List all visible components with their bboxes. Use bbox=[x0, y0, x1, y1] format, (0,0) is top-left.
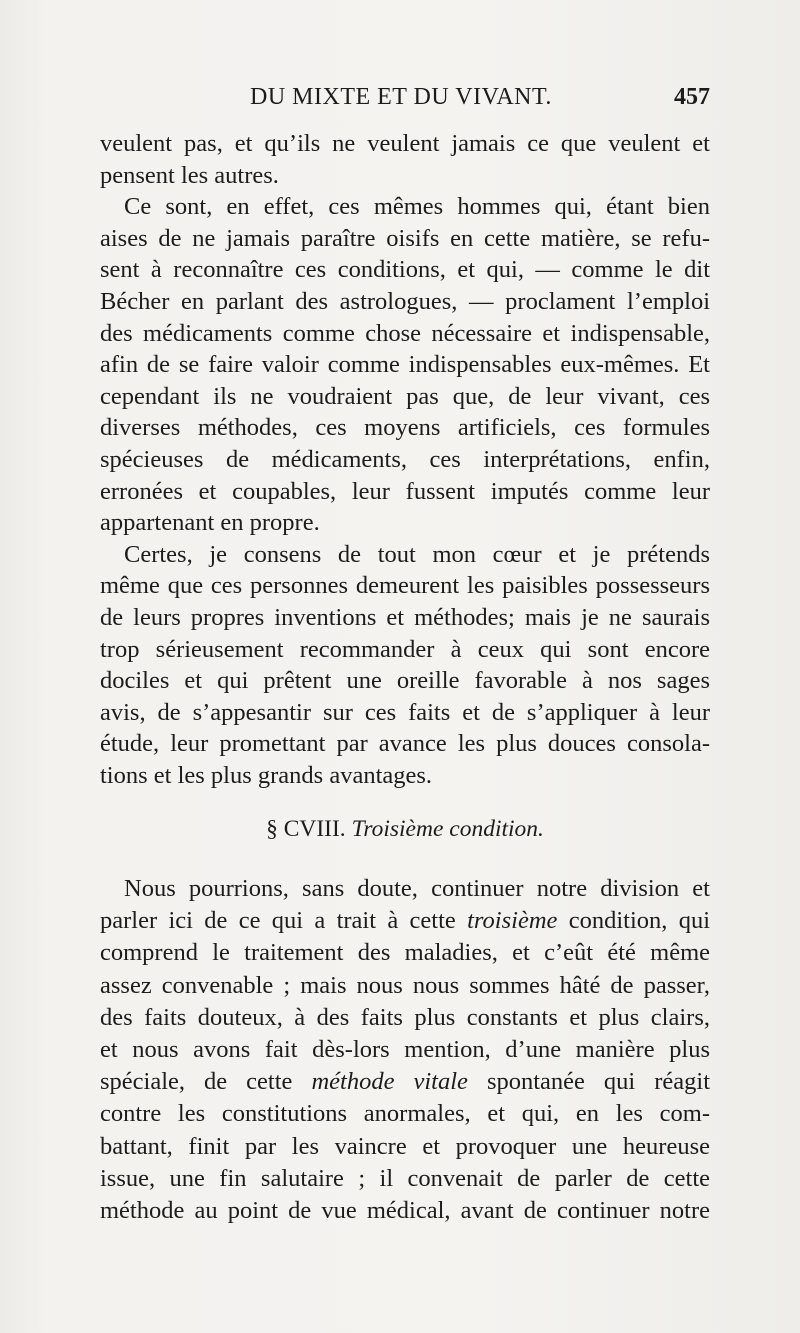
text-line: veulent pas, et qu’ils ne veulent jamais ce que veulent et bbox=[100, 130, 710, 157]
text-line: battant, finit par les vaincre et provoquer une heureuse bbox=[100, 1132, 710, 1160]
running-title: DU MIXTE ET DU VIVANT. bbox=[250, 84, 552, 110]
italic-term: troisième bbox=[467, 907, 558, 935]
text-line: appartenant en propre. bbox=[100, 509, 320, 537]
text-line: spécieuses de médicaments, ces interprétations, enfin, bbox=[100, 445, 710, 473]
text-line: des médicaments comme chose nécessaire et indispensable, bbox=[100, 319, 710, 347]
text-line: cependant ils ne voudraient pas que, de leur vivant, ces bbox=[100, 382, 710, 410]
text-line: Certes, je consens de tout mon cœur et je prétends bbox=[124, 540, 710, 568]
text-line: tions et les plus grands avantages. bbox=[100, 761, 433, 789]
text-line bbox=[100, 905, 710, 937]
text-fragment: condition, qui bbox=[568, 907, 711, 935]
text-line: dociles et qui prêtent une oreille favorable à nos sages bbox=[100, 667, 710, 695]
text-line: issue, une fin salutaire ; il convenait de parler de cette bbox=[100, 1164, 710, 1192]
body-text-top bbox=[100, 128, 710, 862]
text-line: Nous pourrions, sans doute, continuer notre division et bbox=[124, 875, 710, 902]
page-header bbox=[100, 84, 710, 120]
text-line: Bécher en parlant des astrologues, — proclament l’emploi bbox=[100, 287, 710, 315]
text-line: contre les constitutions anormales, et qui, en les com- bbox=[100, 1100, 710, 1128]
text-line: avis, de s’appesantir sur ces faits et de s’appliquer à leur bbox=[100, 698, 710, 726]
text-line: comprend le traitement des maladies, et c’eût été même bbox=[100, 939, 710, 967]
section-title: Troisième condition. bbox=[351, 816, 544, 843]
text-line: Ce sont, en effet, ces mêmes hommes qui, étant bien bbox=[124, 193, 710, 221]
text-line: erronées et coupables, leur fussent imputés comme leur bbox=[100, 477, 710, 505]
paragraph-3 bbox=[100, 539, 710, 792]
text-line: même que ces personnes demeurent les paisibles possesseurs bbox=[100, 572, 710, 600]
text-fragment: parler ici de ce qui a trait à cette bbox=[100, 907, 456, 935]
page-number: 457 bbox=[674, 84, 710, 110]
body-text-bottom bbox=[100, 873, 710, 1227]
section-number: § CVIII. bbox=[266, 816, 346, 843]
paragraph-1 bbox=[100, 128, 710, 191]
text-fragment: spéciale, de cette bbox=[100, 1068, 293, 1096]
text-line: étude, leur promettant par avance les plus douces consola- bbox=[100, 730, 710, 758]
text-line bbox=[100, 1066, 710, 1098]
italic-term: méthode vitale bbox=[311, 1068, 468, 1096]
text-line: méthode au point de vue médical, avant de continuer notre bbox=[100, 1196, 710, 1224]
section-heading bbox=[100, 814, 710, 845]
text-line: des faits douteux, à des faits plus constants et plus clairs, bbox=[100, 1003, 710, 1031]
text-line: aises de ne jamais paraître oisifs en cette matière, se refu- bbox=[100, 224, 710, 252]
text-line: afin de se faire valoir comme indispensables eux-mêmes. Et bbox=[100, 351, 710, 379]
text-fragment: spontanée qui réagit bbox=[486, 1068, 711, 1096]
text-line: pensent les autres. bbox=[100, 161, 279, 189]
text-line: de leurs propres inventions et méthodes; mais je ne saurais bbox=[100, 603, 710, 631]
text-line: et nous avons fait dès-lors mention, d’une manière plus bbox=[100, 1035, 710, 1063]
text-line: trop sérieusement recommander à ceux qui sont encore bbox=[100, 635, 710, 663]
paragraph-2 bbox=[100, 191, 710, 539]
text-line: diverses méthodes, ces moyens artificiels, ces formules bbox=[100, 414, 710, 442]
text-line: assez convenable ; mais nous nous sommes hâté de passer, bbox=[100, 971, 710, 999]
text-line: sent à reconnaître ces conditions, et qui, — comme le dit bbox=[100, 256, 710, 284]
